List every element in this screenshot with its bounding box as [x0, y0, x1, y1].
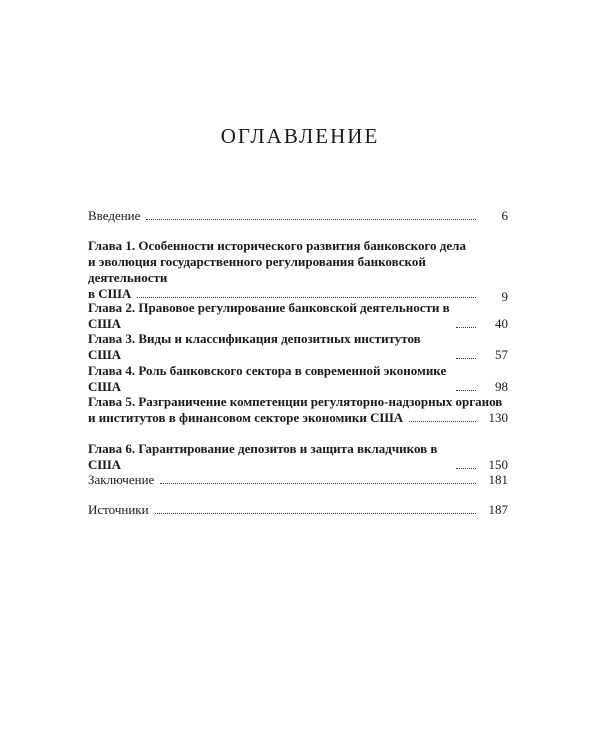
toc-entry-chapter-1[interactable]	[88, 238, 508, 302]
toc-entry-title-line: Глава 5. Разграничение компетенции регуляторно-надзорных органов	[88, 394, 503, 409]
toc-entry-title: Источники	[88, 502, 149, 517]
toc-entry-page: 130	[488, 410, 508, 425]
toc-entry-page: 98	[495, 379, 508, 394]
dot-leader	[146, 219, 476, 220]
dot-leader	[137, 297, 476, 298]
toc-entry-sources[interactable]	[88, 502, 508, 518]
toc-entry-chapter-4[interactable]	[88, 363, 508, 395]
toc-entry-introduction[interactable]	[88, 208, 508, 224]
dot-leader	[456, 358, 476, 359]
toc-entry-page: 181	[488, 472, 508, 487]
toc-entry-page: 40	[495, 316, 508, 331]
toc-entry-chapter-2[interactable]	[88, 300, 508, 332]
toc-entry-title-line: и институтов в финансовом секторе экономики США	[88, 410, 404, 425]
toc-entry-page: 187	[488, 502, 508, 517]
page-title: ОГЛАВЛЕНИЕ	[220, 124, 380, 148]
toc-entry-title: Заключение	[88, 472, 155, 487]
toc-entry-title-line: Глава 1. Особенности исторического развития банковского дела	[88, 238, 466, 253]
toc-entry-page: 57	[495, 347, 508, 362]
dot-leader	[456, 327, 476, 328]
toc-entry-chapter-5[interactable]	[88, 394, 508, 426]
toc-entry-title: Глава 6. Гарантирование депозитов и защита вкладчиков в США	[88, 441, 438, 472]
toc-entry-chapter-6[interactable]	[88, 441, 508, 473]
toc-entry-conclusion[interactable]	[88, 472, 508, 488]
dot-leader	[409, 421, 476, 422]
toc-entry-title: Глава 3. Виды и классификация депозитных институтов США	[88, 331, 421, 362]
toc-entry-title: Введение	[88, 208, 141, 223]
toc-entry-title: Глава 4. Роль банковского сектора в современной экономике США	[88, 363, 447, 394]
toc-entry-page: 9	[501, 289, 508, 304]
toc-entry-title-line: в США	[88, 286, 132, 301]
dot-leader	[155, 513, 476, 514]
toc-entry-title-line: и эволюция государственного регулирования банковской деятельности	[88, 254, 426, 285]
toc-entry-page: 6	[501, 208, 508, 223]
dot-leader	[160, 483, 476, 484]
toc-entry-title: Глава 2. Правовое регулирование банковской деятельности в США	[88, 300, 450, 331]
toc-entry-chapter-3[interactable]	[88, 331, 508, 363]
dot-leader	[456, 468, 476, 469]
dot-leader	[456, 390, 476, 391]
toc-entry-page: 150	[488, 457, 508, 472]
